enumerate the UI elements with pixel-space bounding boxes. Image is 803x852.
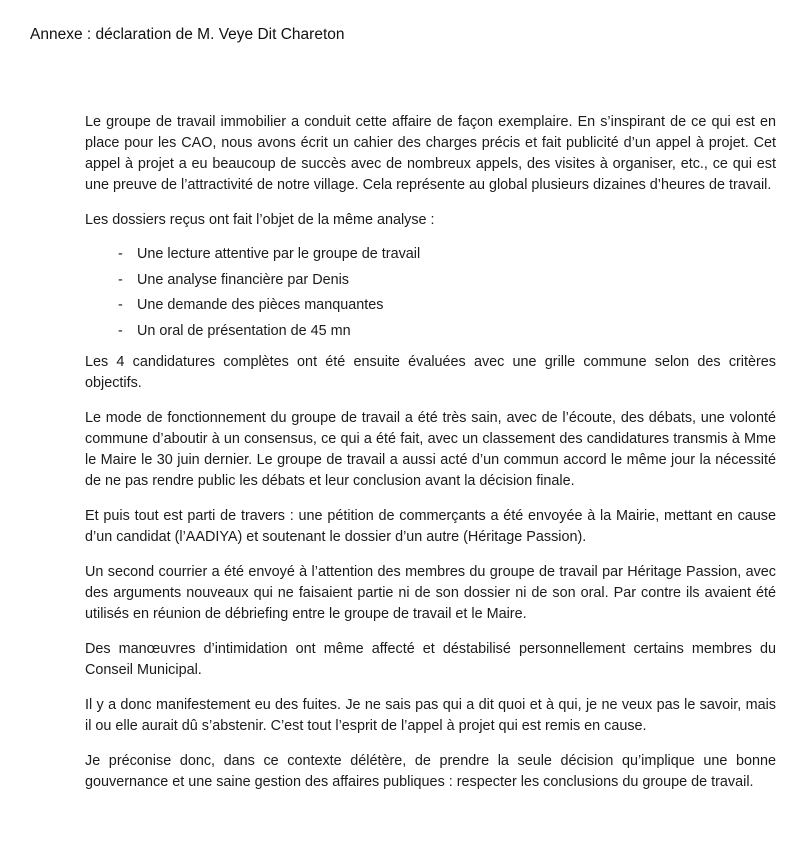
paragraph-candidatures-evaluated: Les 4 candidatures complètes ont été ensuite évaluées avec une grille commune selon des critères objectifs. <box>85 354 776 391</box>
list-item <box>85 242 776 268</box>
list-item <box>85 319 776 345</box>
paragraph-analysis-intro: Les dossiers reçus ont fait l’objet de la même analyse : <box>85 212 435 228</box>
list-item-text: Une lecture attentive par le groupe de travail <box>137 246 421 262</box>
list-item <box>85 268 776 294</box>
list-item <box>85 293 776 319</box>
paragraph-functioning-healthy: Le mode de fonctionnement du groupe de travail a été très sain, avec de l’écoute, des débats, une volonté commune d’aboutir à un consensus, ce qui a été fait, avec un classement des candidatures transmis à Mme le Maire le 30 juin dernier. Le groupe de travail a aussi acté d’un commun accord le même jour la nécessité de ne pas rendre public les débats et leur conclusion avant la décision finale. <box>85 410 776 489</box>
dash-bullet: - <box>118 297 123 313</box>
document-title: Annexe : déclaration de M. Veye Dit Chareton <box>30 26 345 43</box>
list-item-text: Un oral de présentation de 45 mn <box>137 322 351 339</box>
list-item-text: Une demande des pièces manquantes <box>137 297 384 313</box>
dash-bullet: - <box>118 322 123 339</box>
list-item-text: Une analyse financière par Denis <box>137 271 349 288</box>
analysis-steps-list <box>85 242 776 344</box>
paragraph-second-courrier: Un second courrier a été envoyé à l’attention des membres du groupe de travail par Héritage Passion, avec des arguments nouveaux qui ne faisaient partie ni de son dossier ni de son oral. Par contre ils avaient été utilisés en réunion de débriefing entre le groupe de travail et le Maire. <box>85 564 776 622</box>
paragraph-fuites: Il y a donc manifestement eu des fuites. Je ne sais pas qui a dit quoi et à qui, je ne veux pas le savoir, mais il ou elle aurait dû s’abstenir. C’est tout l’esprit de l’appel à projet qui est remis en cause. <box>85 697 776 734</box>
paragraph-petition: Et puis tout est parti de travers : une pétition de commerçants a été envoyée à la Mairie, mettant en cause d’un candidat (l’AADIYA) et soutenant le dossier d’un autre (Héritage Passion). <box>85 508 776 545</box>
paragraph-intimidation: Des manœuvres d’intimidation ont même affecté et déstabilisé personnellement certains membres du Conseil Municipal. <box>85 641 776 678</box>
paragraph-preconisation: Je préconise donc, dans ce contexte délétère, de prendre la seule décision qu’implique une bonne gouvernance et une saine gestion des affaires publiques : respecter les conclusions du groupe de travail. <box>85 753 776 790</box>
document-body <box>85 112 776 807</box>
dash-bullet: - <box>118 271 123 288</box>
dash-bullet: - <box>118 246 123 262</box>
paragraph-work-group-exemplary: Le groupe de travail immobilier a conduit cette affaire de façon exemplaire. En s’inspirant de ce qui est en place pour les CAO, nous avons écrit un cahier des charges précis et fait publicité d’un appel à projet. Cet appel à projet a eu beaucoup de succès avec de nombreux appels, des visites à organiser, etc., ce qui est une preuve de l’attractivité de notre village. Cela représente au global plusieurs dizaines d’heures de travail. <box>85 114 776 193</box>
